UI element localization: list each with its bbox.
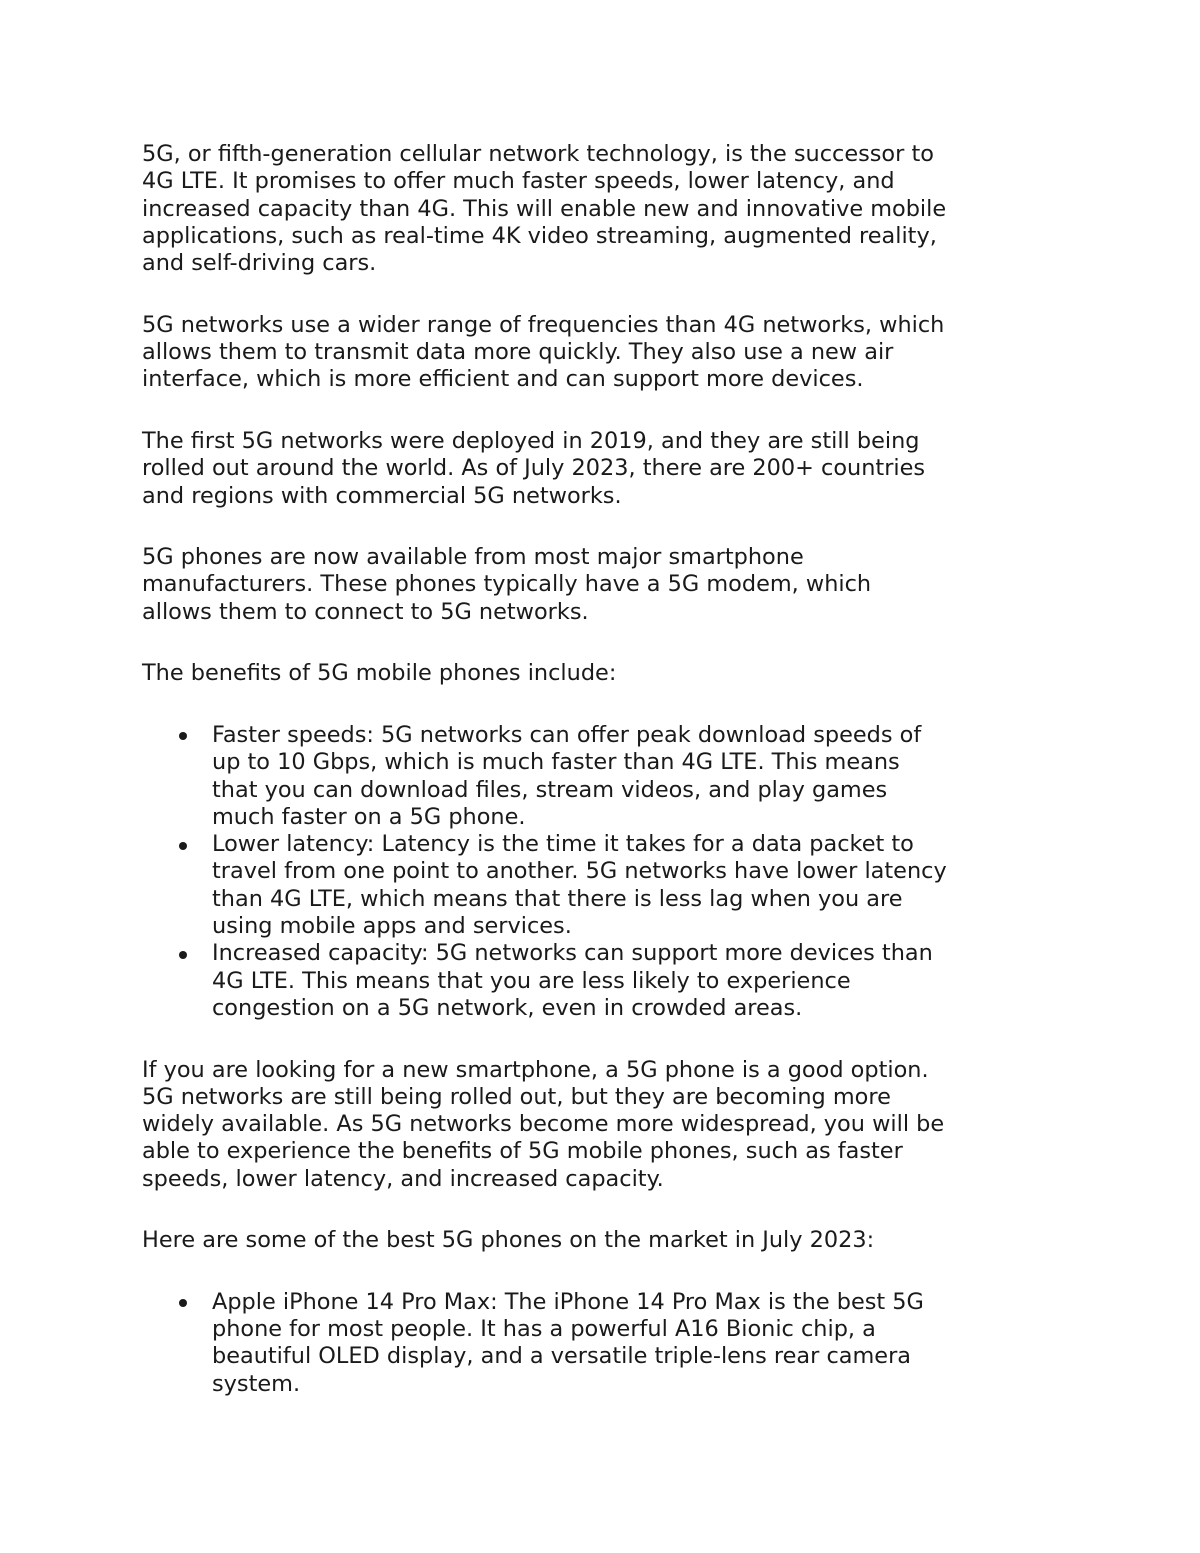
bullet-icon xyxy=(179,842,187,850)
text-line: using mobile apps and services. xyxy=(212,913,572,940)
text-line: allows them to transmit data more quickly. They also use a new air xyxy=(142,339,894,366)
text-line: able to experience the benefits of 5G mobile phones, such as faster xyxy=(142,1138,903,1165)
paragraph-frequencies xyxy=(142,312,1002,394)
text-line: much faster on a 5G phone. xyxy=(212,803,526,830)
text-line: 4G LTE. It promises to offer much faster speeds, lower latency, and xyxy=(142,168,895,195)
text-line: 5G networks use a wider range of frequencies than 4G networks, which xyxy=(142,311,945,338)
document-body xyxy=(142,141,1002,1398)
text-line: applications, such as real-time 4K video streaming, augmented reality, xyxy=(142,222,937,249)
text-line: speeds, lower latency, and increased capacity. xyxy=(142,1165,664,1192)
text-line: Here are some of the best 5G phones on the market in July 2023: xyxy=(142,1227,875,1254)
text-line: than 4G LTE, which means that there is less lag when you are xyxy=(212,885,903,912)
text-line: The benefits of 5G mobile phones include: xyxy=(142,660,617,687)
list-item xyxy=(142,722,1002,831)
text-line: travel from one point to another. 5G networks have lower latency xyxy=(212,858,947,885)
text-line: and regions with commercial 5G networks. xyxy=(142,482,622,509)
paragraph-best-phones-intro xyxy=(142,1227,1002,1254)
text-line: manufacturers. These phones typically have a 5G modem, which xyxy=(142,571,872,598)
paragraph-phones-available xyxy=(142,544,1002,626)
paragraph-intro xyxy=(142,141,1002,277)
text-line: widely available. As 5G networks become more widespread, you will be xyxy=(142,1111,945,1138)
text-line: up to 10 Gbps, which is much faster than 4G LTE. This means xyxy=(212,749,900,776)
text-line: phone for most people. It has a powerful A16 Bionic chip, a xyxy=(212,1316,876,1343)
text-line: allows them to connect to 5G networks. xyxy=(142,598,589,625)
text-line: The first 5G networks were deployed in 2019, and they are still being xyxy=(142,427,920,454)
text-line: that you can download files, stream videos, and play games xyxy=(212,776,888,803)
text-line: If you are looking for a new smartphone, a 5G phone is a good option. xyxy=(142,1056,929,1083)
text-line: 5G, or fifth-generation cellular network technology, is the successor to xyxy=(142,141,934,167)
text-line: congestion on a 5G network, even in crowded areas. xyxy=(212,994,803,1021)
text-line: system. xyxy=(212,1370,301,1397)
text-line: and self-driving cars. xyxy=(142,250,377,277)
text-line: rolled out around the world. As of July 2023, there are 200+ countries xyxy=(142,455,926,482)
text-line: beautiful OLED display, and a versatile triple-lens rear camera xyxy=(212,1343,912,1370)
text-line: increased capacity than 4G. This will enable new and innovative mobile xyxy=(142,195,947,222)
paragraph-benefits-intro xyxy=(142,660,1002,687)
text-line: Increased capacity: 5G networks can support more devices than xyxy=(212,940,933,967)
phones-list xyxy=(142,1289,1002,1398)
paragraph-deployment xyxy=(142,428,1002,510)
benefits-list xyxy=(142,722,1002,1022)
text-line: Lower latency: Latency is the time it takes for a data packet to xyxy=(212,831,914,858)
paragraph-recommendation xyxy=(142,1057,1002,1193)
text-line: interface, which is more efficient and can support more devices. xyxy=(142,366,864,393)
text-line: 4G LTE. This means that you are less likely to experience xyxy=(212,967,851,994)
bullet-icon xyxy=(179,732,187,740)
text-line: 5G networks are still being rolled out, but they are becoming more xyxy=(142,1083,891,1110)
bullet-icon xyxy=(179,951,187,959)
list-item xyxy=(142,940,1002,1022)
text-line: Faster speeds: 5G networks can offer peak download speeds of xyxy=(212,721,922,748)
text-line: Apple iPhone 14 Pro Max: The iPhone 14 Pro Max is the best 5G xyxy=(212,1288,924,1315)
text-line: 5G phones are now available from most major smartphone xyxy=(142,544,804,571)
bullet-icon xyxy=(179,1299,187,1307)
list-item xyxy=(142,1289,1002,1398)
list-item xyxy=(142,831,1002,940)
